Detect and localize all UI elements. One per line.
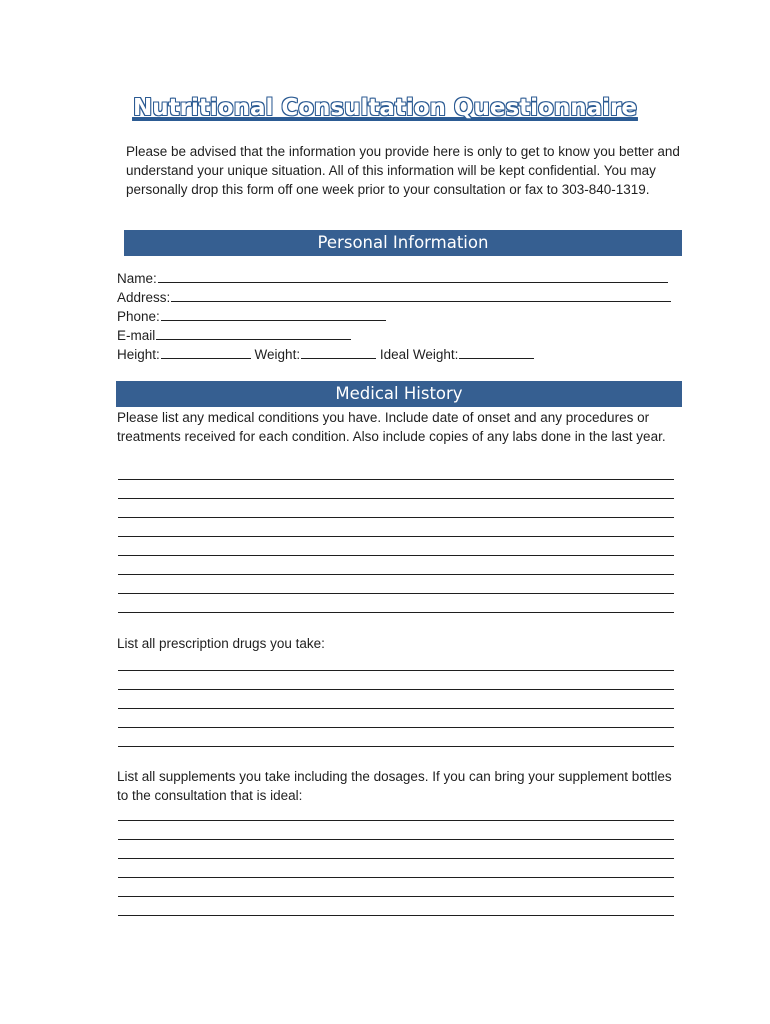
prescriptions-answer-line[interactable] xyxy=(118,727,674,728)
ideal-weight-blank[interactable] xyxy=(459,344,534,359)
email-label: E-mail xyxy=(117,328,156,343)
address-label: Address: xyxy=(117,290,171,305)
name-blank[interactable] xyxy=(158,268,668,283)
conditions-answer-line[interactable] xyxy=(118,498,674,499)
prescriptions-answer-line[interactable] xyxy=(118,670,674,671)
height-label: Height: xyxy=(117,347,160,362)
prescriptions-answer-line[interactable] xyxy=(118,689,674,690)
body-measurements-row xyxy=(117,344,682,363)
name-label: Name: xyxy=(117,271,157,286)
email-field-row xyxy=(117,325,682,344)
address-field-row xyxy=(117,287,682,306)
supplements-answer-line[interactable] xyxy=(118,839,674,840)
conditions-answer-line[interactable] xyxy=(118,555,674,556)
supplements-prompt: List all supplements you take including the dosages. If you can bring your supplement bottles to the consultation that is ideal: xyxy=(117,769,672,803)
conditions-prompt: Please list any medical conditions you have. Include date of onset and any procedures or treatments received for each condition. Also include copies of any labs done in the last year. xyxy=(117,410,666,444)
prescriptions-prompt: List all prescription drugs you take: xyxy=(117,636,325,651)
conditions-answer-line[interactable] xyxy=(118,536,674,537)
conditions-answer-line[interactable] xyxy=(118,574,674,575)
ideal-weight-label: Ideal Weight: xyxy=(379,347,459,362)
conditions-answer-line[interactable] xyxy=(118,612,674,613)
name-field-row xyxy=(117,268,682,287)
phone-field-row xyxy=(117,306,682,325)
document-title: Nutritional Consultation Questionnaire xyxy=(133,95,637,121)
supplements-answer-line[interactable] xyxy=(118,858,674,859)
email-blank[interactable] xyxy=(156,325,351,340)
conditions-answer-line[interactable] xyxy=(118,479,674,480)
phone-blank[interactable] xyxy=(161,306,386,321)
height-blank[interactable] xyxy=(161,344,251,359)
personal-information-header: Personal Information xyxy=(124,230,682,256)
prescriptions-answer-line[interactable] xyxy=(118,708,674,709)
supplements-answer-line[interactable] xyxy=(118,820,674,821)
conditions-answer-line[interactable] xyxy=(118,593,674,594)
weight-blank[interactable] xyxy=(301,344,376,359)
personal-fields xyxy=(117,268,682,363)
supplements-answer-line[interactable] xyxy=(118,896,674,897)
weight-label: Weight: xyxy=(254,347,301,362)
supplements-answer-line[interactable] xyxy=(118,877,674,878)
address-blank[interactable] xyxy=(171,287,671,302)
supplements-answer-line[interactable] xyxy=(118,915,674,916)
intro-paragraph: Please be advised that the information you provide here is only to get to know you better and understand your unique situation. All of this information will be kept confidential. You may personally drop this form off one week prior to your consultation or fax to 303-840-1319. xyxy=(126,144,680,197)
conditions-answer-line[interactable] xyxy=(118,517,674,518)
medical-history-header: Medical History xyxy=(116,381,682,407)
phone-label: Phone: xyxy=(117,309,160,324)
prescriptions-answer-line[interactable] xyxy=(118,746,674,747)
